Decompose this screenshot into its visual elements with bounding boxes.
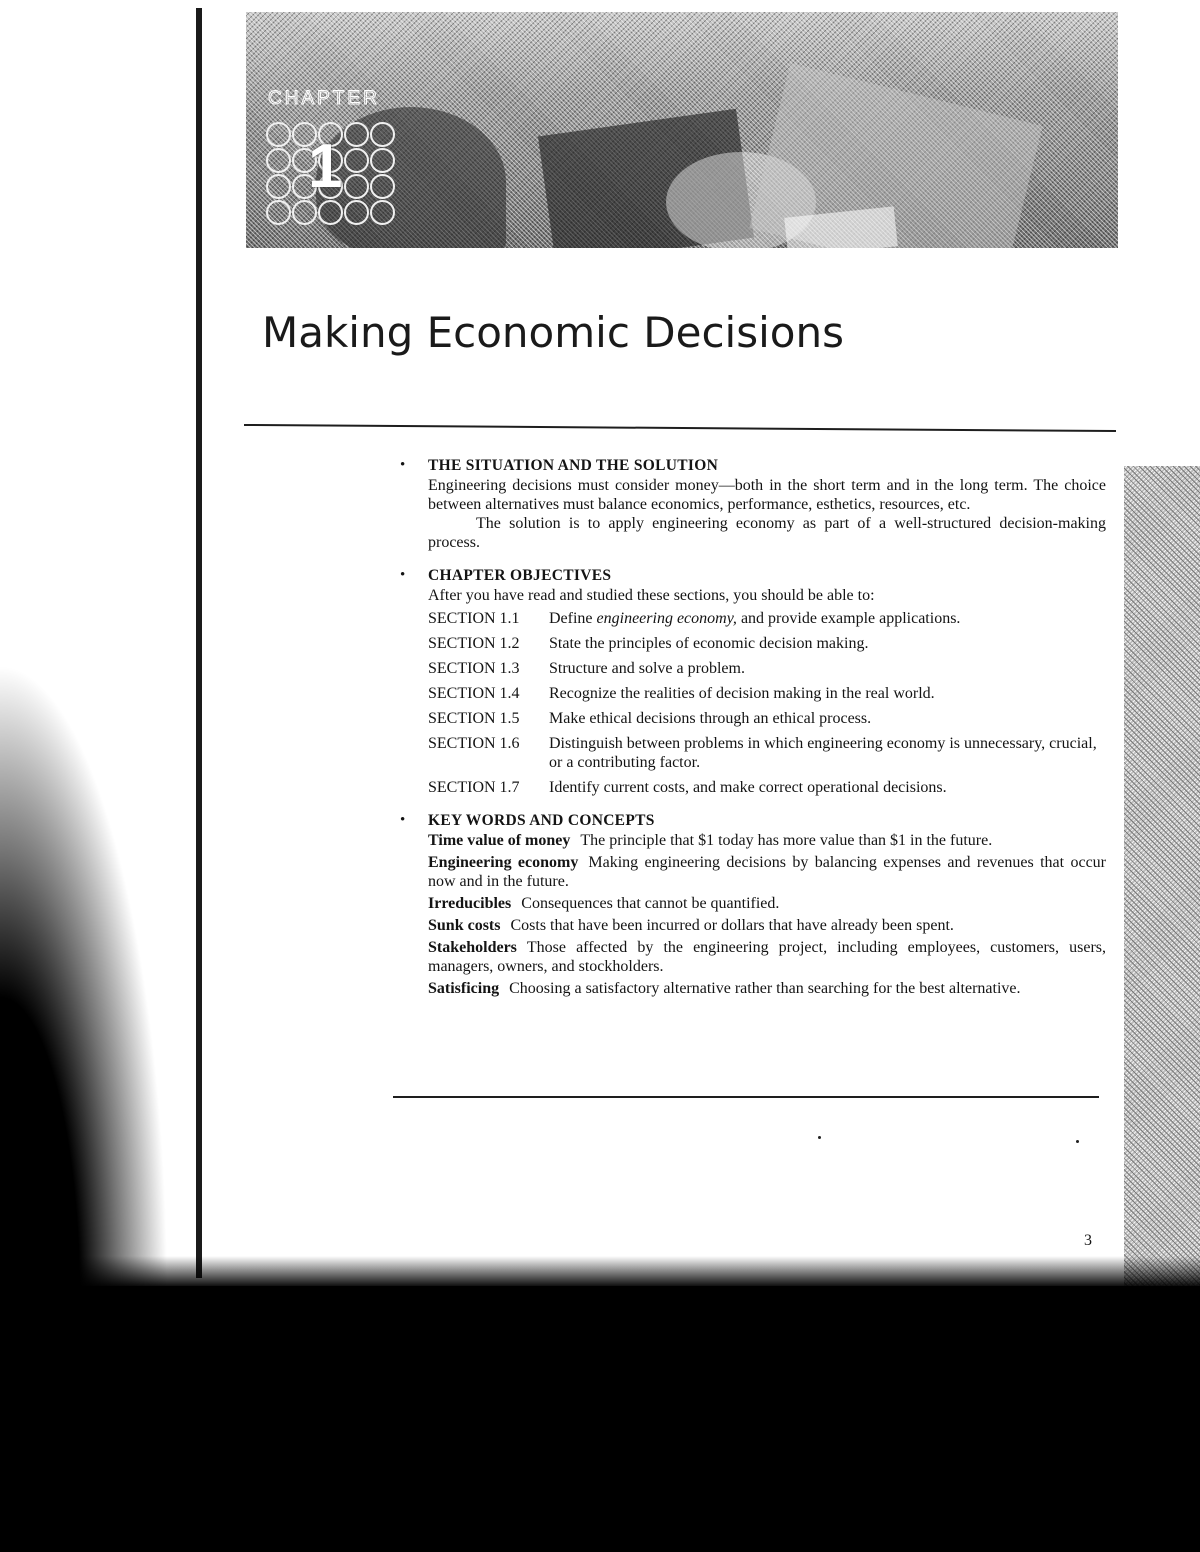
chapter-banner <box>246 12 1118 248</box>
keyword-term: Sunk costs <box>428 917 501 934</box>
scan-margin-bottom <box>0 1286 1200 1552</box>
objective-section-number: SECTION 1.7 <box>428 779 520 796</box>
keyword-term: Satisficing <box>428 980 500 997</box>
scan-shadow-left <box>0 0 250 1300</box>
objective-row <box>428 609 1106 628</box>
objective-term: engineering economy, <box>596 610 737 627</box>
keyword-entry <box>428 916 1106 935</box>
objective-row <box>428 734 1106 772</box>
bullet-icon: • <box>400 567 406 583</box>
objective-text: State the principles of economic decision making. <box>549 635 869 652</box>
bullet-icon: • <box>400 457 406 473</box>
objective-row <box>428 709 1106 728</box>
chapter-label: CHAPTER <box>268 88 380 109</box>
objective-section-number: SECTION 1.6 <box>428 735 520 752</box>
keyword-definition: The principle that $1 today has more value than $1 in the future. <box>580 832 993 849</box>
keyword-term: Engineering economy <box>428 854 579 871</box>
bullet-icon: • <box>400 812 406 828</box>
keyword-entry <box>428 979 1106 998</box>
objective-text: Identify current costs, and make correct operational decisions. <box>549 779 947 796</box>
objective-text: Structure and solve a problem. <box>549 660 745 677</box>
objective-text: Distinguish between problems in which engineering economy is unnecessary, crucial, or a contributing factor. <box>549 735 1097 771</box>
objective-text: Recognize the realities of decision making in the real world. <box>549 685 935 702</box>
scan-edge-right <box>1124 466 1200 1306</box>
scan-speck <box>818 1136 821 1139</box>
keyword-definition: Those affected by the engineering project, including employees, customers, users, managers, owners, and stockholders. <box>428 939 1106 975</box>
situation-section <box>400 456 1106 552</box>
objective-row <box>428 778 1106 797</box>
objectives-intro: After you have read and studied these sections, you should be able to: <box>428 587 875 604</box>
chapter-overview <box>400 456 1106 1012</box>
keyword-term: Time value of money <box>428 832 571 849</box>
situation-heading: THE SITUATION AND THE SOLUTION <box>428 457 719 474</box>
solution-paragraph: The solution is to apply engineering economy as part of a well-structured decision-making process. <box>428 515 1106 551</box>
keyword-entry <box>428 894 1106 913</box>
objective-text: Make ethical decisions through an ethical process. <box>549 710 872 727</box>
page-title: Making Economic Decisions <box>262 308 844 357</box>
objective-row <box>428 634 1106 653</box>
keyword-term: Irreducibles <box>428 895 512 912</box>
divider-rule-top <box>244 424 1116 432</box>
scan-speck <box>1076 1140 1079 1143</box>
objective-section-number: SECTION 1.4 <box>428 685 520 702</box>
objective-row <box>428 684 1106 703</box>
page-binding-edge <box>196 8 202 1278</box>
keyword-definition: Making engineering decisions by balancing expenses and revenues that occur now and in the future. <box>428 854 1107 890</box>
keyword-entry <box>428 853 1106 891</box>
divider-rule-bottom <box>393 1096 1099 1098</box>
keyword-term: Stakeholders <box>428 939 517 956</box>
objective-section-number: SECTION 1.1 <box>428 610 520 627</box>
keyword-entry <box>428 831 1106 850</box>
keywords-heading: KEY WORDS AND CONCEPTS <box>428 812 655 829</box>
keyword-entry <box>428 938 1106 976</box>
keywords-section <box>400 811 1106 998</box>
keyword-definition: Consequences that cannot be quantified. <box>521 895 780 912</box>
chapter-number: 1 <box>308 132 343 201</box>
objective-section-number: SECTION 1.5 <box>428 710 520 727</box>
objective-text: Define engineering economy, and provide example applications. <box>549 610 961 627</box>
objective-row <box>428 659 1106 678</box>
keyword-definition: Choosing a satisfactory alternative rather than searching for the best alternative. <box>509 980 1021 997</box>
situation-paragraph: Engineering decisions must consider money—both in the short term and in the long term. The choice between alternatives must balance economics, performance, esthetics, resources, etc. <box>428 477 1106 513</box>
objectives-section <box>400 566 1106 797</box>
objectives-heading: CHAPTER OBJECTIVES <box>428 567 612 584</box>
keyword-definition: Costs that have been incurred or dollars that have already been spent. <box>510 917 954 934</box>
objective-section-number: SECTION 1.3 <box>428 660 520 677</box>
objective-section-number: SECTION 1.2 <box>428 635 520 652</box>
page-number: 3 <box>1084 1232 1092 1249</box>
